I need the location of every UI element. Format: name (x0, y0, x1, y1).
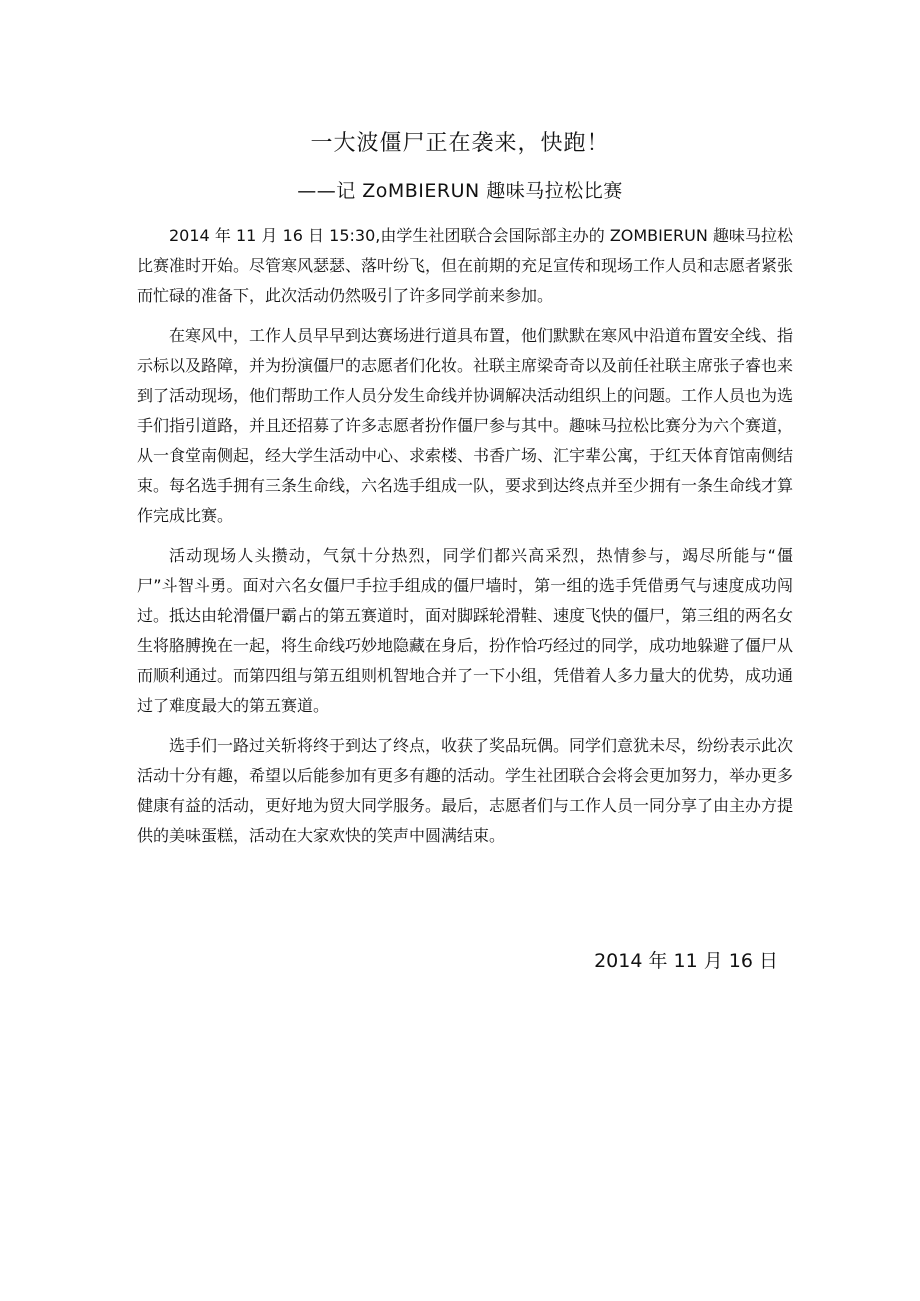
article-subtitle: ——记 ZoMBIERUN 趣味马拉松比赛 (297, 180, 623, 202)
paragraph-4: 选手们一路过关斩将终于到达了终点，收获了奖品玩偶。同学们意犹未尽，纷纷表示此次活动十分有趣，希望以后能参加有更多有趣的活动。学生社团联合会将会更加努力，举办更多健康有益的活动，更好地为贸大同学服务。最后，志愿者们与工作人员一同分享了由主办方提供的美味蛋糕，活动在大家欢快的笑声中圆满结束。 (137, 736, 794, 845)
paragraph-3: 活动现场人头攒动，气氛十分热烈，同学们都兴高采烈，热情参与，竭尽所能与“僵尸”斗智斗勇。面对六名女僵尸手拉手组成的僵尸墙时，第一组的选手凭借勇气与速度成功闯过。抵达由轮滑僵尸霸占的第五赛道时，面对脚踩轮滑鞋、速度飞快的僵尸，第三组的两名女生将胳膊挽在一起，将生命线巧妙地隐藏在身后，扮作恰巧经过的同学，成功地躲避了僵尸从而顺利通过。而第四组与第五组则机智地合并了一下小组，凭借着人多力量大的优势，成功通过了难度最大的第五赛道。 (137, 546, 794, 715)
article-body (137, 221, 793, 861)
paragraph-2: 在寒风中，工作人员早早到达赛场进行道具布置，他们默默在寒风中沿道布置安全线、指示标以及路障，并为扮演僵尸的志愿者们化妆。社联主席梁奇奇以及前任社联主席张子睿也来到了活动现场，他们帮助工作人员分发生命线并协调解决活动组织上的问题。工作人员也为选手们指引道路，并且还招募了许多志愿者扮作僵尸参与其中。趣味马拉松比赛分为六个赛道，从一食堂南侧起，经大学生活动中心、求索楼、书香广场、汇宇辈公寓，于红天体育馆南侧结束。每名选手拥有三条生命线，六名选手组成一队，要求到达终点并至少拥有一条生命线才算作完成比赛。 (137, 326, 794, 525)
paragraph-1: 2014 年 11 月 16 日 15:30,由学生社团联合会国际部主办的 ZOMBIERUN 趣味马拉松比赛准时开始。尽管寒风瑟瑟、落叶纷飞，但在前期的充足宣传和现场工作人员和志愿者紧张而忙碌的准备下，此次活动仍然吸引了许多同学前来参加。 (137, 226, 794, 305)
article-date: 2014 年 11 月 16 日 (594, 950, 778, 972)
article-title: 一大波僵尸正在袭来，快跑！ (310, 131, 610, 156)
